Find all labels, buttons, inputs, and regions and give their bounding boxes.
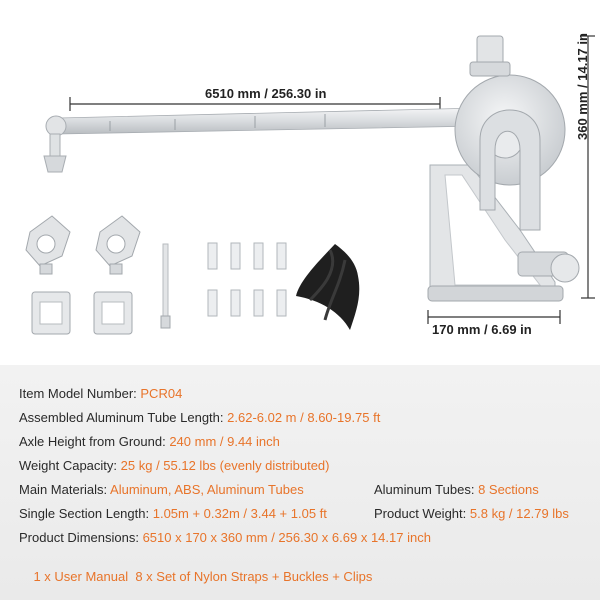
- spec-model: [19, 386, 182, 401]
- reel-stand: [428, 36, 579, 301]
- spec-axle-height: [19, 434, 280, 449]
- spec-label: Item Model Number:: [19, 386, 137, 401]
- length-dimension-label: 6510 mm / 256.30 in: [205, 86, 327, 101]
- spec-label: Weight Capacity:: [19, 458, 118, 473]
- spec-value: PCR04: [140, 386, 183, 401]
- spec-tubes: [374, 482, 539, 497]
- spec-value: 5.8 kg / 12.79 lbs: [469, 506, 569, 521]
- buckles: [296, 244, 359, 330]
- spec-value: 25 kg / 55.12 lbs (evenly distributed): [120, 458, 330, 473]
- mounting-plate: [94, 292, 132, 334]
- clips: [208, 243, 286, 316]
- spec-tube-length: [19, 410, 380, 425]
- spec-contents: [19, 554, 372, 599]
- spec-label: Assembled Aluminum Tube Length:: [19, 410, 224, 425]
- spec-label: Main Materials:: [19, 482, 108, 497]
- nylon-strap: [161, 244, 170, 328]
- spec-label: Axle Height from Ground:: [19, 434, 166, 449]
- spec-value: 8 Sections: [478, 482, 539, 497]
- spec-value: 6510 x 170 x 360 mm / 256.30 x 6.69 x 14.17 inch: [142, 530, 431, 545]
- spec-value: 1 x User Manual 8 x Set of Nylon Straps + Buckles + Clips: [33, 569, 373, 584]
- spec-weight-capacity: [19, 458, 330, 473]
- spec-product-dimensions: [19, 530, 431, 545]
- spec-product-weight: [374, 506, 569, 521]
- spec-label: Aluminum Tubes:: [374, 482, 475, 497]
- mounting-plate: [32, 292, 70, 334]
- spec-value: 1.05m + 0.32m / 3.44 + 1.05 ft: [152, 506, 327, 521]
- width-dimension-label: 170 mm / 6.69 in: [432, 322, 532, 337]
- tube-clamp: [26, 216, 70, 274]
- spec-section-length: [19, 506, 327, 521]
- tube-clamp: [96, 216, 140, 274]
- aluminum-tube: [58, 108, 480, 134]
- spec-label: Product Weight:: [374, 506, 467, 521]
- spec-value: Aluminum, ABS, Aluminum Tubes: [110, 482, 304, 497]
- spec-label: Product Dimensions:: [19, 530, 139, 545]
- spec-value: 2.62-6.02 m / 8.60-19.75 ft: [227, 410, 381, 425]
- specification-panel: [0, 365, 600, 600]
- spec-materials: [19, 482, 304, 497]
- height-dimension-label: 360 mm / 14.17 in: [575, 33, 590, 140]
- left-end-bracket: [44, 116, 66, 172]
- spec-label: Single Section Length:: [19, 506, 150, 521]
- spec-value: 240 mm / 9.44 inch: [169, 434, 280, 449]
